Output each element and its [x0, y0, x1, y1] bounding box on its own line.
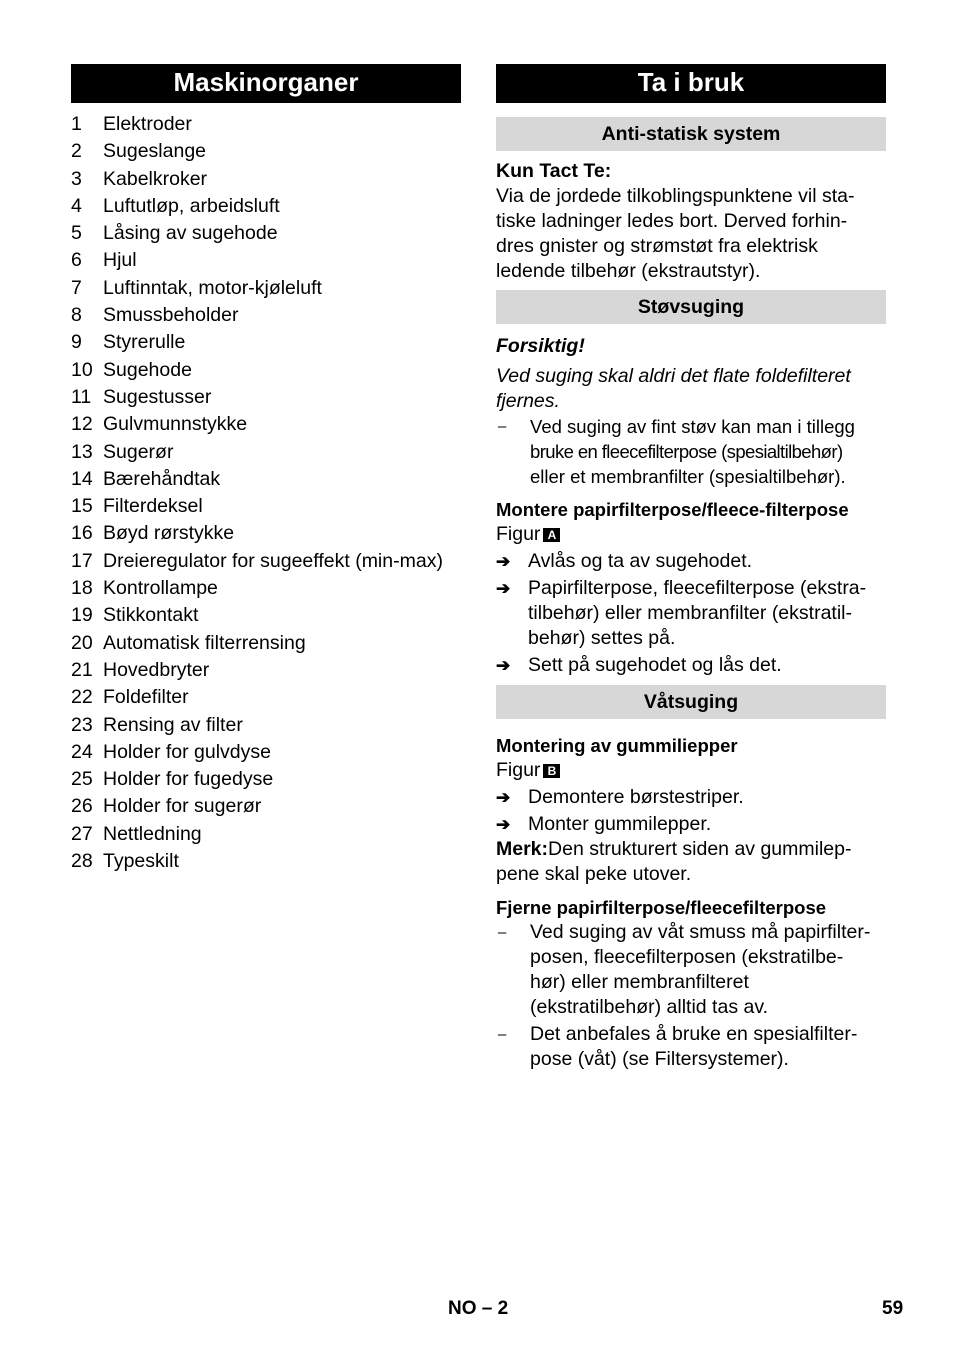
part-list-item	[71, 793, 461, 820]
part-number: 4	[71, 194, 82, 217]
dash-list-item	[496, 920, 886, 1020]
step-item	[496, 785, 886, 810]
step-line: Avlås og ta av sugehodet.	[528, 550, 753, 572]
dash-line: Det anbefales å bruke en spesialfilter-	[530, 1023, 858, 1045]
part-number: 23	[71, 713, 93, 736]
part-list-item	[71, 684, 461, 711]
part-label: Kontrollampe	[103, 577, 218, 600]
part-label: Dreieregulator for sugeeffekt (min-max)	[103, 549, 443, 572]
part-label: Luftutløp, arbeidsluft	[103, 194, 280, 217]
step-line: tilbehør) eller membranfilter (ekstratil-	[528, 602, 852, 624]
part-number: 26	[71, 795, 93, 818]
step-line: Sett på sugehodet og lås det.	[528, 654, 782, 676]
part-number: 16	[71, 522, 93, 545]
mount-filterbag-heading: Montere papirfilterpose/fleece-filterpose	[496, 499, 849, 520]
dash-list-item	[496, 1022, 886, 1072]
dry-steps-list	[496, 549, 886, 678]
mount-lips-heading: Montering av gummiliepper	[496, 735, 738, 756]
note-text	[496, 837, 886, 887]
note-label: Merk:	[496, 838, 549, 860]
part-number: 28	[71, 850, 93, 873]
subheading-anti-statisk: Anti-statisk system	[496, 117, 886, 151]
arrow-right-icon: ➔	[496, 788, 511, 807]
part-list-item	[71, 166, 461, 193]
part-number: 19	[71, 604, 93, 627]
part-label: Styrerulle	[103, 331, 186, 354]
figure-label: Figur	[496, 759, 541, 781]
part-list-item	[71, 766, 461, 793]
part-label: Hovedbryter	[103, 658, 210, 681]
footer-language-page: NO – 2	[448, 1298, 509, 1319]
part-label: Holder for sugerør	[103, 795, 262, 818]
part-number: 2	[71, 140, 82, 163]
dash-line: eller et membranfilter (spesialtilbehør).	[530, 466, 846, 487]
part-list-item	[71, 657, 461, 684]
part-list-item	[71, 848, 461, 875]
part-number: 3	[71, 167, 82, 190]
step-line: Papirfilterpose, fleecefilterpose (ekstra-	[528, 577, 867, 599]
step-text	[528, 549, 752, 574]
part-label: Bærehåndtak	[103, 467, 221, 490]
part-list-item	[71, 630, 461, 657]
step-text	[528, 653, 782, 678]
step-item	[496, 812, 886, 837]
part-label: Automatisk filterrensing	[103, 631, 306, 654]
part-list-item	[71, 220, 461, 247]
dash-line: posen, fleecefilterposen (ekstratilbe-	[530, 946, 844, 968]
antistatic-text	[496, 184, 886, 284]
part-number: 17	[71, 549, 93, 572]
dash-marker: –	[498, 1026, 507, 1043]
part-label: Foldefilter	[103, 686, 189, 709]
remove-filterbag-heading: Fjerne papirfilterpose/fleecefilterpose	[496, 897, 827, 918]
part-list-item	[71, 138, 461, 165]
figure-ref-b	[496, 758, 886, 783]
caution-label: Forsiktig!	[496, 335, 585, 357]
note-line-text: Den strukturert siden av gummilep-	[548, 838, 852, 860]
arrow-right-icon: ➔	[496, 579, 511, 598]
dash-text	[530, 920, 870, 1020]
step-item	[496, 653, 886, 678]
part-list-item	[71, 602, 461, 629]
part-list-item	[71, 111, 461, 138]
part-label: Holder for fugedyse	[103, 768, 274, 791]
right-column	[496, 64, 886, 1072]
dash-line: Ved suging av fint støv kan man i tillegg	[530, 416, 855, 437]
part-label: Typeskilt	[103, 850, 179, 873]
left-column	[71, 64, 461, 875]
part-list-item	[71, 821, 461, 848]
part-list-item	[71, 520, 461, 547]
part-list-item	[71, 302, 461, 329]
step-text	[528, 576, 866, 651]
part-number: 25	[71, 768, 93, 791]
footer-page-number: 59	[882, 1298, 904, 1319]
part-list-item	[71, 466, 461, 493]
antistatic-line: ledende tilbehør (ekstrautstyr).	[496, 260, 761, 282]
parts-list	[71, 111, 461, 875]
dash-text	[530, 1022, 857, 1072]
part-label: Sugeslange	[103, 140, 207, 163]
part-number: 27	[71, 822, 93, 845]
arrow-right-icon: ➔	[496, 552, 511, 571]
part-list-item	[71, 193, 461, 220]
step-line: Demontere børstestriper.	[528, 786, 744, 808]
dash-marker: –	[498, 924, 507, 941]
part-label: Sugehode	[103, 358, 192, 381]
figure-letter-b: B	[543, 764, 560, 778]
part-number: 13	[71, 440, 93, 463]
part-label: Luftinntak, motor-kjøleluft	[103, 276, 322, 299]
dash-line: bruke en fleecefilterpose (spesialtilbehør)	[530, 441, 843, 462]
part-label: Holder for gulvdyse	[103, 740, 271, 763]
part-list-item	[71, 357, 461, 384]
part-label: Nettledning	[103, 822, 202, 845]
section-title-maskinorganer: Maskinorganer	[71, 64, 461, 103]
note-line	[496, 837, 886, 862]
part-list-item	[71, 384, 461, 411]
part-list-item	[71, 712, 461, 739]
part-list-item	[71, 411, 461, 438]
wet-dash-list	[496, 920, 886, 1072]
subheading-vatsuging: Våtsuging	[496, 685, 886, 719]
part-label: Rensing av filter	[103, 713, 243, 736]
arrow-right-icon: ➔	[496, 656, 511, 675]
part-number: 9	[71, 331, 82, 354]
part-list-item	[71, 493, 461, 520]
dash-line: Ved suging av våt smuss må papirfilter-	[530, 921, 871, 943]
part-label: Stikkontakt	[103, 604, 199, 627]
part-list-item	[71, 548, 461, 575]
antistatic-line: dres gnister og strømstøt fra elektrisk	[496, 235, 818, 257]
part-label: Låsing av sugehode	[103, 222, 278, 245]
dash-marker: –	[498, 418, 507, 435]
dash-list-item	[496, 414, 886, 489]
part-list-item	[71, 329, 461, 356]
caution-line: Ved suging skal aldri det flate foldefilteret	[496, 365, 851, 387]
antistatic-line: Via de jordede tilkoblingspunktene vil sta-	[496, 185, 855, 207]
part-number: 5	[71, 222, 82, 245]
part-number: 8	[71, 304, 82, 327]
part-label: Elektroder	[103, 113, 192, 135]
part-label: Gulvmunnstykke	[103, 413, 248, 436]
figure-letter-a: A	[543, 528, 560, 542]
caution-line: fjernes.	[496, 390, 560, 412]
dash-line: (ekstratilbehør) alltid tas av.	[530, 996, 769, 1018]
part-list-item	[71, 275, 461, 302]
part-number: 12	[71, 413, 93, 436]
step-item	[496, 576, 886, 651]
part-number: 1	[71, 113, 82, 135]
figure-ref-a	[496, 522, 886, 547]
dash-line: pose (våt) (se Filtersystemer).	[530, 1048, 789, 1070]
subheading-stovsuging: Støvsuging	[496, 290, 886, 324]
part-label: Bøyd rørstykke	[103, 522, 235, 545]
dash-line: hør) eller membranfilteret	[530, 971, 749, 993]
wet-steps-list	[496, 785, 886, 837]
antistatic-label: Kun Tact Te:	[496, 160, 612, 182]
arrow-right-icon: ➔	[496, 815, 511, 834]
part-number: 21	[71, 658, 93, 681]
part-number: 14	[71, 467, 93, 490]
note-line: pene skal peke utover.	[496, 863, 692, 885]
part-number: 15	[71, 495, 93, 518]
part-list-item	[71, 439, 461, 466]
step-line: behør) settes på.	[528, 627, 676, 649]
part-number: 6	[71, 249, 82, 272]
step-line: Monter gummilepper.	[528, 813, 712, 835]
part-label: Kabelkroker	[103, 167, 208, 190]
part-list-item	[71, 739, 461, 766]
part-number: 7	[71, 276, 82, 299]
part-label: Filterdeksel	[103, 495, 203, 518]
section-title-ta-i-bruk: Ta i bruk	[496, 64, 886, 103]
part-number: 24	[71, 740, 93, 763]
step-item	[496, 549, 886, 574]
part-label: Hjul	[103, 249, 137, 272]
part-number: 18	[71, 577, 93, 600]
part-label: Sugestusser	[103, 385, 212, 408]
caution-text	[496, 364, 886, 414]
antistatic-line: tiske ladninger ledes bort. Derved forhin-	[496, 210, 848, 232]
part-label: Smussbeholder	[103, 304, 239, 327]
part-number: 11	[71, 385, 92, 408]
part-number: 20	[71, 631, 93, 654]
part-list-item	[71, 247, 461, 274]
part-number: 10	[71, 358, 93, 381]
part-number: 22	[71, 686, 93, 709]
part-label: Sugerør	[103, 440, 174, 463]
figure-label: Figur	[496, 523, 541, 545]
part-list-item	[71, 575, 461, 602]
